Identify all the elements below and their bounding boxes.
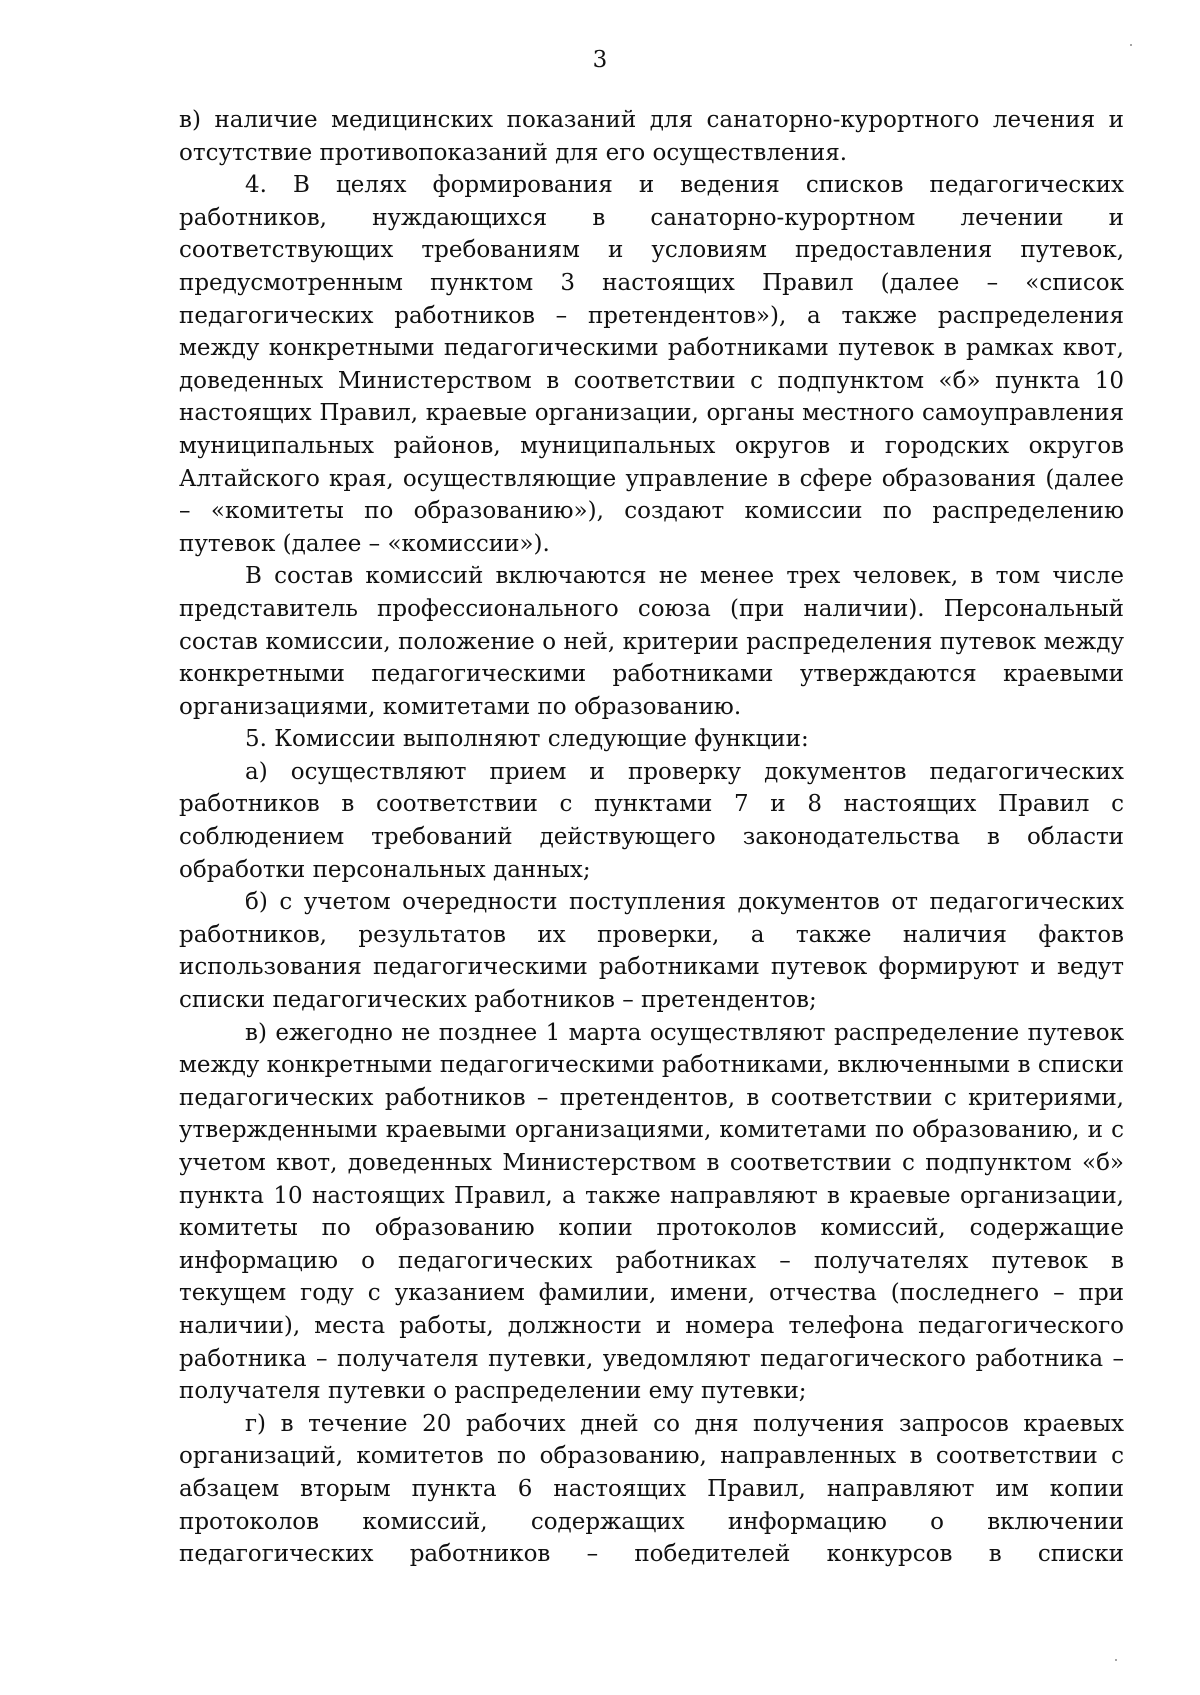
paragraph-5-heading: 5. Комиссии выполняют следующие функции:: [245, 726, 809, 753]
paragraph-4: 4. В целях формирования и ведения списков педагогических работников, нуждающихся в санаторно-курортном лечении и соответствующих требованиям и условиям предоставления путевок, предусмотренным пунктом 3 настоящих Правил (далее – «список педагогических работников – претендентов»), а также распределения между конкретными педагогическими работниками путевок в рамках квот, доведенных Министерством в соответствии с подпунктом «б» пункта 10 настоящих Правил, краевые организации, органы местного самоуправления муниципальных районов, муниципальных округов и городских округов Алтайского края, осуществляющие управление в сфере образования (далее – «комитеты по образованию»), создают комиссии по распределению путевок (далее – «комиссии»).: [179, 172, 1124, 557]
paragraph-commission-composition: В состав комиссий включаются не менее трех человек, в том числе представитель профессионального союза (при наличии). Персональный состав комиссии, положение о ней, критерии распределения путевок между конкретными педагогическими работниками утверждаются краевыми организациями, комитетами по образованию.: [179, 563, 1124, 720]
paragraph-3v: в) наличие медицинских показаний для санаторно-курортного лечения и отсутствие противопоказаний для его осуществления.: [179, 107, 1124, 166]
document-body: [179, 104, 1124, 1571]
page-number: 3: [592, 47, 608, 73]
paragraph-5a: а) осуществляют прием и проверку документов педагогических работников в соответствии с пунктами 7 и 8 настоящих Правил с соблюдением требований действующего законодательства в области обработки персональных данных;: [179, 758, 1124, 883]
paragraph-5b: б) с учетом очередности поступления документов от педагогических работников, результатов их проверки, а также наличия фактов использования педагогическими работниками путевок формируют и ведут списки педагогических работников – претендентов;: [179, 889, 1124, 1014]
scan-speck: [1115, 1659, 1117, 1661]
paragraph-5v: в) ежегодно не позднее 1 марта осуществляют распределение путевок между конкретными педагогическими работниками, включенными в списки педагогических работников – претендентов, в соответствии с критериями, утвержденными краевыми организациями, комитетами по образованию, и с учетом квот, доведенных Министерством в соответствии с подпунктом «б» пункта 10 настоящих Правил, а также направляют в краевые организации, комитеты по образованию копии протоколов комиссий, содержащие информацию о педагогических работниках – получателях путевок в текущем году с указанием фамилии, имени, отчества (последнего – при наличии), места работы, должности и номера телефона педагогического работника – получателя путевки, уведомляют педагогического работника – получателя путевки о распределении ему путевки;: [179, 1019, 1124, 1405]
scan-speck: [1130, 44, 1132, 46]
paragraph-5g: г) в течение 20 рабочих дней со дня получения запросов краевых организаций, комитетов по образованию, направленных в соответствии с абзацем вторым пункта 6 настоящих Правил, направляют им копии протоколов комиссий, содержащих информацию о включении педагогических работников – победителей конкурсов в списки: [179, 1410, 1124, 1568]
